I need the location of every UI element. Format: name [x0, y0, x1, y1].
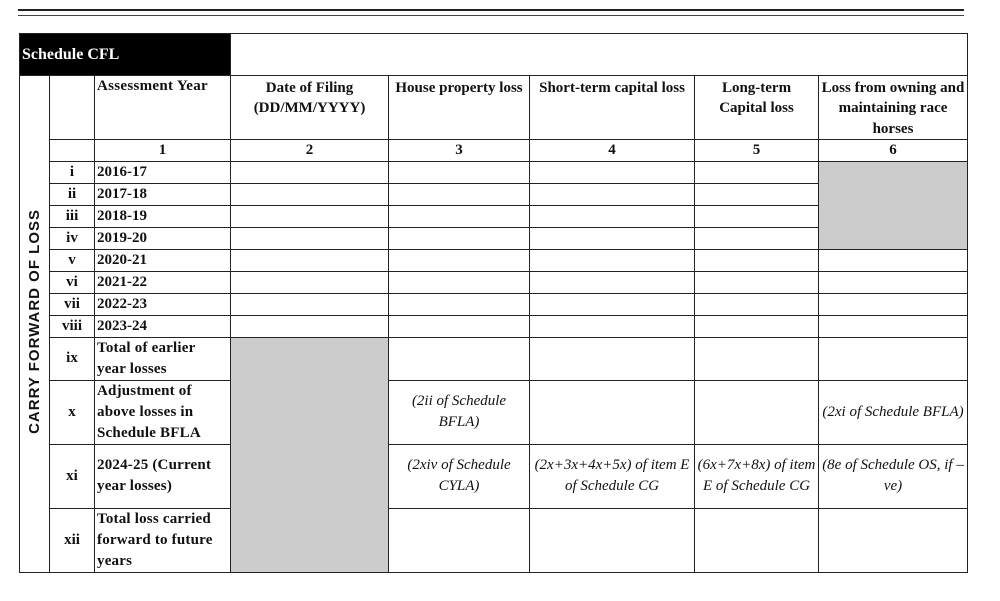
row-index: ix — [50, 337, 95, 380]
race-horses-adjustment-note: (2xi of Schedule BFLA) — [819, 380, 968, 444]
row-index: ii — [50, 183, 95, 205]
title-blank — [231, 34, 968, 76]
row-index: iv — [50, 227, 95, 249]
date-of-filing-disabled-block — [231, 337, 389, 572]
header-race-horses-loss: Loss from owning and maintaining race horses — [819, 76, 968, 140]
row-index: v — [50, 249, 95, 271]
table-row — [20, 271, 968, 293]
total-carried-forward-label: Total loss carried forward to future years — [95, 508, 231, 572]
short-term-current-note: (2x+3x+4x+5x) of item E of Schedule CG — [530, 444, 695, 508]
house-property-loss-field[interactable] — [389, 183, 530, 205]
schedule-title: Schedule CFL — [20, 34, 231, 76]
date-of-filing-field[interactable] — [231, 161, 389, 183]
table-row-total-carried-forward — [20, 508, 968, 572]
long-term-loss-field[interactable] — [695, 227, 819, 249]
header-short-term-capital-loss: Short-term capital loss — [530, 76, 695, 140]
header-assessment-year: Assessment Year — [95, 76, 231, 140]
race-horses-loss-field[interactable] — [819, 293, 968, 315]
row-index: x — [50, 380, 95, 444]
table-row-current-year — [20, 444, 968, 508]
house-property-loss-field[interactable] — [389, 161, 530, 183]
column-number-2: 2 — [231, 139, 389, 161]
side-label: CARRY FORWARD OF LOSS — [26, 209, 43, 434]
race-horses-loss-field[interactable] — [819, 315, 968, 337]
long-term-loss-field[interactable] — [695, 271, 819, 293]
house-property-loss-field[interactable] — [389, 508, 530, 572]
assessment-year: 2018-19 — [95, 205, 231, 227]
column-number-5: 5 — [695, 139, 819, 161]
long-term-loss-field[interactable] — [695, 249, 819, 271]
assessment-year: 2019-20 — [95, 227, 231, 249]
schedule-cfl-table — [19, 33, 968, 573]
long-term-current-note: (6x+7x+8x) of item E of Schedule CG — [695, 444, 819, 508]
column-number-3: 3 — [389, 139, 530, 161]
house-property-current-note: (2xiv of Schedule CYLA) — [389, 444, 530, 508]
date-of-filing-field[interactable] — [231, 249, 389, 271]
short-term-loss-field[interactable] — [530, 161, 695, 183]
short-term-loss-field[interactable] — [530, 508, 695, 572]
assessment-year: 2022-23 — [95, 293, 231, 315]
header-blank — [50, 76, 95, 140]
row-index: iii — [50, 205, 95, 227]
table-row — [20, 293, 968, 315]
row-index: xii — [50, 508, 95, 572]
race-horses-current-note: (8e of Schedule OS, if –ve) — [819, 444, 968, 508]
column-number-6: 6 — [819, 139, 968, 161]
table-row — [20, 249, 968, 271]
race-horses-loss-field[interactable] — [819, 508, 968, 572]
short-term-loss-field[interactable] — [530, 183, 695, 205]
row-index: viii — [50, 315, 95, 337]
adjustment-label: Adjustment of above losses in Schedule BFLA — [95, 380, 231, 444]
column-number-4: 4 — [530, 139, 695, 161]
long-term-loss-field[interactable] — [695, 315, 819, 337]
assessment-year: 2020-21 — [95, 249, 231, 271]
assessment-year: 2017-18 — [95, 183, 231, 205]
long-term-loss-field[interactable] — [695, 508, 819, 572]
house-property-loss-field[interactable] — [389, 271, 530, 293]
row-index: xi — [50, 444, 95, 508]
assessment-year: 2023-24 — [95, 315, 231, 337]
table-row-adjustment — [20, 380, 968, 444]
house-property-loss-field[interactable] — [389, 227, 530, 249]
side-label-cell — [20, 76, 50, 573]
house-property-loss-field[interactable] — [389, 315, 530, 337]
short-term-loss-field[interactable] — [530, 271, 695, 293]
race-horses-loss-field[interactable] — [819, 337, 968, 380]
header-date-of-filing: Date of Filing (DD/MM/YYYY) — [231, 76, 389, 140]
house-property-loss-field[interactable] — [389, 293, 530, 315]
short-term-loss-field[interactable] — [530, 293, 695, 315]
date-of-filing-field[interactable] — [231, 315, 389, 337]
short-term-loss-field[interactable] — [530, 380, 695, 444]
column-number-1: 1 — [95, 139, 231, 161]
assessment-year: 2016-17 — [95, 161, 231, 183]
date-of-filing-field[interactable] — [231, 227, 389, 249]
house-property-loss-field[interactable] — [389, 249, 530, 271]
long-term-loss-field[interactable] — [695, 293, 819, 315]
short-term-loss-field[interactable] — [530, 227, 695, 249]
row-index: i — [50, 161, 95, 183]
table-row-total-earlier — [20, 337, 968, 380]
long-term-loss-field[interactable] — [695, 183, 819, 205]
header-house-property-loss: House property loss — [389, 76, 530, 140]
top-rule — [18, 9, 964, 11]
header-long-term-capital-loss: Long-term Capital loss — [695, 76, 819, 140]
house-property-loss-field[interactable] — [389, 205, 530, 227]
long-term-loss-field[interactable] — [695, 205, 819, 227]
race-horses-loss-field[interactable] — [819, 271, 968, 293]
short-term-loss-field[interactable] — [530, 337, 695, 380]
race-horses-disabled-block — [819, 161, 968, 249]
top-rule-thin — [18, 15, 964, 16]
number-blank — [50, 139, 95, 161]
row-index: vii — [50, 293, 95, 315]
total-earlier-losses-label: Total of earlier year losses — [95, 337, 231, 380]
assessment-year: 2021-22 — [95, 271, 231, 293]
date-of-filing-field[interactable] — [231, 293, 389, 315]
date-of-filing-field[interactable] — [231, 271, 389, 293]
row-index: vi — [50, 271, 95, 293]
date-of-filing-field[interactable] — [231, 205, 389, 227]
short-term-loss-field[interactable] — [530, 249, 695, 271]
race-horses-loss-field[interactable] — [819, 249, 968, 271]
current-year-label: 2024-25 (Current year losses) — [95, 444, 231, 508]
date-of-filing-field[interactable] — [231, 183, 389, 205]
table-row — [20, 315, 968, 337]
short-term-loss-field[interactable] — [530, 315, 695, 337]
long-term-loss-field[interactable] — [695, 337, 819, 380]
table-row — [20, 161, 968, 183]
house-property-adjustment-note: (2ii of Schedule BFLA) — [389, 380, 530, 444]
short-term-loss-field[interactable] — [530, 205, 695, 227]
long-term-loss-field[interactable] — [695, 380, 819, 444]
long-term-loss-field[interactable] — [695, 161, 819, 183]
house-property-loss-field[interactable] — [389, 337, 530, 380]
